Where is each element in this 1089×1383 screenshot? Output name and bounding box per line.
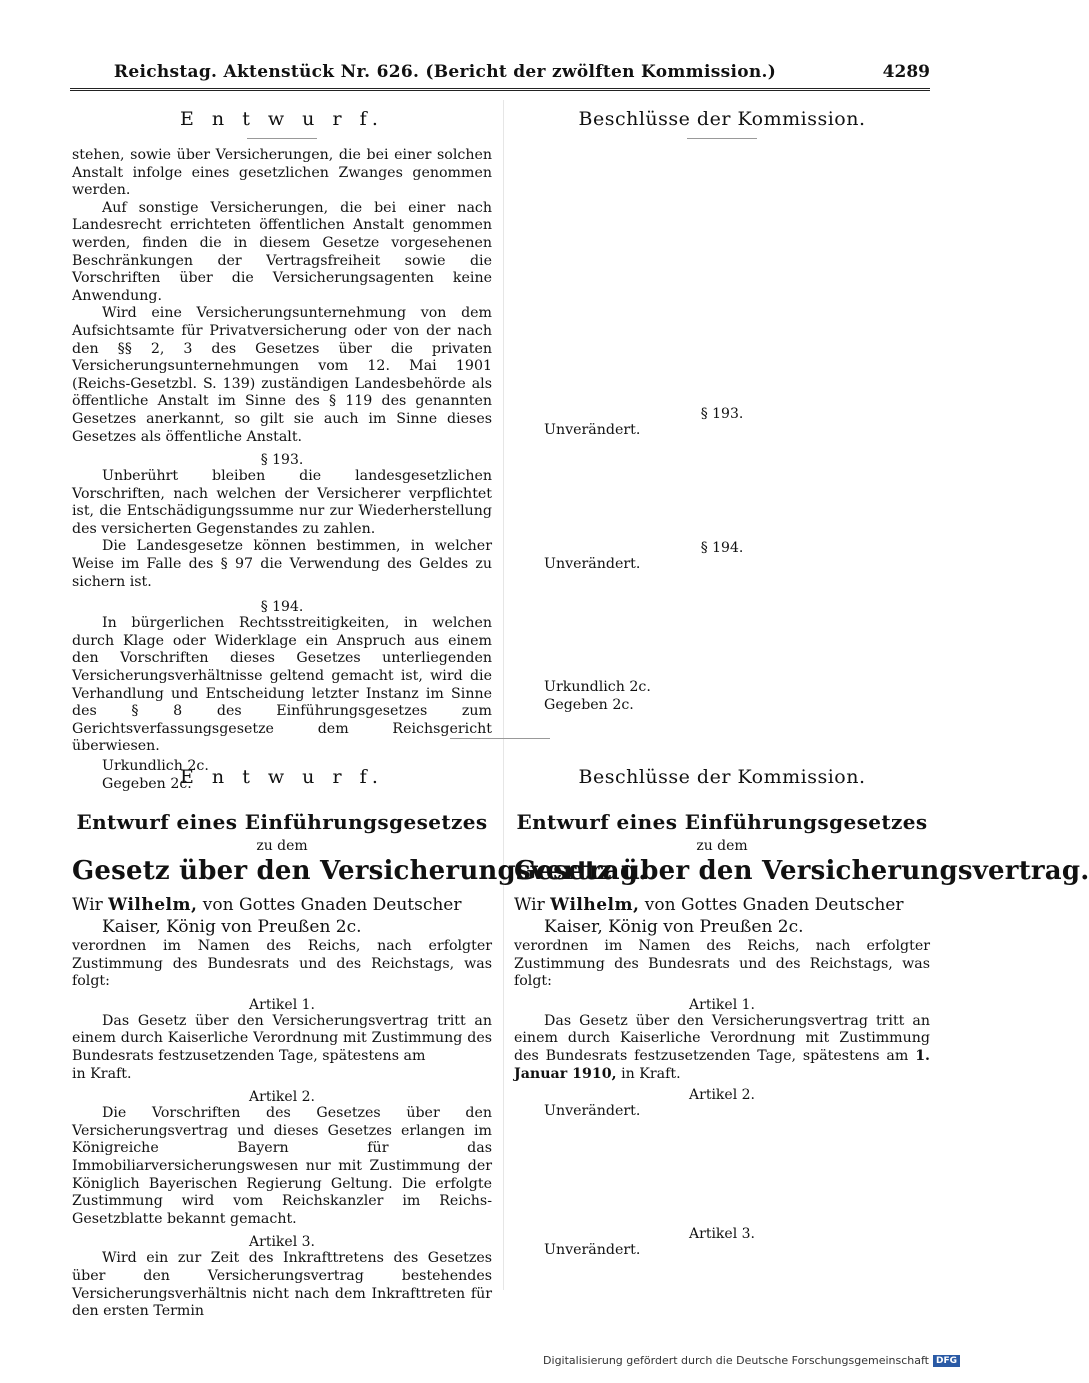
- unchanged-text: Unverändert.: [544, 1242, 641, 1258]
- page-number: 4289: [882, 62, 930, 82]
- beschluesse-title: Beschlüsse der Kommission.: [578, 108, 866, 130]
- wir-line: Wir Wilhelm, von Gottes Gnaden Deutscher: [72, 895, 462, 915]
- zu-dem: zu dem: [696, 838, 748, 854]
- paragraph: Auf sonstige Versicherungen, die bei einer nach Landesrecht errichteten öffentlichen Anstalt genommen werden, finden die in diesem Gesetze vorgesehenen Beschränkungen der Vertragsfreiheit sowie die Vorschriften über die Versicherungsagenten keine Anwendung.: [72, 199, 492, 304]
- verordnen-text: verordnen im Namen des Reichs, nach erfolgter Zustimmung des Bundesrats und des Reichstags, was folgt:: [72, 938, 492, 990]
- wir-line: Wir Wilhelm, von Gottes Gnaden Deutscher: [514, 895, 904, 915]
- right-closing: [514, 679, 930, 714]
- entwurf-title: E n t w u r f.: [180, 766, 384, 788]
- artikel-1-label: Artikel 1.: [249, 996, 315, 1013]
- entwurf-title: E n t w u r f.: [180, 108, 384, 130]
- footer-credit: [543, 1354, 960, 1367]
- zu-dem: zu dem: [256, 838, 308, 854]
- closing-urkundlich: Urkundlich 2c.: [544, 679, 651, 695]
- artikel-3-text: Wird ein zur Zeit des Inkrafttretens des Gesetzes über den Versicherungsvertrag bestehendes Versicherungsverhältnis nicht nach dem Inkrafttreten für den ersten Termin: [72, 1250, 492, 1320]
- section-divider: [450, 738, 550, 739]
- artikel-2-text: Die Vorschriften des Gesetzes über den Versicherungsvertrag und dieses Gesetzes erlangen im Königreiche Bayern für das Immobiliarversicherungswesen nur mit Zustimmung der Königlich Bayerischen Regierung Geltung. Die erfolgte Zustimmung wird vom Reichskanzler im Reichs-Gesetzblatte bekannt gemacht.: [72, 1105, 492, 1227]
- dfg-logo: DFG: [933, 1355, 960, 1367]
- artikel-1-text: Das Gesetz über den Versicherungsvertrag tritt an einem durch Kaiserliche Verordnung mit Zustimmung des Bundesrats festzusetzenden Tage, spätestens am 1. Januar 1910, in Kraft.: [514, 1012, 930, 1082]
- unchanged-text: Unverändert.: [544, 1103, 641, 1120]
- artikel-1-label: Artikel 1.: [689, 996, 755, 1013]
- closing-gegeben: Gegeben 2c.: [102, 775, 192, 792]
- closing-urkundlich: Urkundlich 2c.: [102, 758, 209, 774]
- law-title: Gesetz über den Versicherungsvertrag.: [514, 856, 1089, 886]
- law-heading: Entwurf eines Einführungsgesetzes: [76, 810, 488, 834]
- law-title: Gesetz über den Versicherungsvertrag.: [72, 856, 648, 886]
- header-rule: [70, 88, 930, 91]
- header-title: Reichstag. Aktenstück Nr. 626. (Bericht der zwölften Kommission.): [113, 62, 777, 82]
- unchanged-text: Unverändert.: [544, 422, 641, 438]
- section-194-label: § 194.: [700, 540, 744, 556]
- paragraph: stehen, sowie über Versicherungen, die bei einer solchen Anstalt infolge eines gesetzlichen Zwanges genommen werden.: [72, 147, 492, 199]
- artikel-3-label: Artikel 3.: [249, 1234, 315, 1251]
- kaiser-line: Kaiser, König von Preußen 2c.: [102, 917, 362, 937]
- top-right-column: [514, 108, 930, 143]
- footer-text: Digitalisierung gefördert durch die Deutsche Forschungsgemeinschaft: [543, 1354, 929, 1367]
- top-left-column: [72, 108, 492, 793]
- closing-gegeben: Gegeben 2c.: [544, 696, 634, 713]
- section-193-label: § 193.: [260, 452, 304, 469]
- law-heading: Entwurf eines Einführungsgesetzes: [516, 810, 928, 834]
- artikel-2-label: Artikel 2.: [689, 1087, 755, 1104]
- paragraph: Die Landesgesetze können bestimmen, in welcher Weise im Falle des § 97 die Verwendung des Geldes zu sichern ist.: [72, 538, 492, 590]
- page-header: [70, 62, 930, 84]
- right-193: [514, 402, 930, 440]
- beschluesse-title: Beschlüsse der Kommission.: [578, 766, 866, 788]
- title-rule: [247, 138, 317, 139]
- bottom-right-column: [514, 766, 1089, 1121]
- paragraph: Wird eine Versicherungsunternehmung von dem Aufsichtsamte für Privatversicherung oder von der nach den §§ 2, 3 des Gesetzes über die privaten Versicherungsunternehmungen vom 12. Mai 1901 (Reichs-Gesetzbl. S. 139) zuständigen Landesbehörde als öffentliche Anstalt im Sinne des § 119 des genannten Gesetzes anerkannt, so gilt sie auch im Sinne dieses Gesetzes als öffentliche Anstalt.: [72, 305, 492, 445]
- paragraph: In bürgerlichen Rechtsstreitigkeiten, in welchen durch Klage oder Widerklage ein Anspruch aus einem den Vorschriften dieses Gesetzes unterliegenden Versicherungsverhältnisse geltend gemacht ist, wird die Verhandlung und Entscheidung letzter Instanz im Sinne des § 8 des Einführungsgesetzes zum Gerichtsverfassungsgesetze dem Reichsgericht überwiesen.: [72, 615, 492, 755]
- artikel-3-label: Artikel 3.: [689, 1226, 755, 1242]
- title-rule: [687, 138, 757, 139]
- section-193-label: § 193.: [700, 406, 744, 422]
- artikel-1-tail: in Kraft.: [72, 1065, 132, 1082]
- column-divider: [503, 100, 504, 1290]
- verordnen-text: verordnen im Namen des Reichs, nach erfolgter Zustimmung des Bundesrats und des Reichstags, was folgt:: [514, 938, 930, 990]
- artikel-1-text: Das Gesetz über den Versicherungsvertrag tritt an einem durch Kaiserliche Verordnung mit Zustimmung des Bundesrats festzusetzenden Tage, spätestens am: [72, 1012, 492, 1064]
- unchanged-text: Unverändert.: [544, 556, 641, 572]
- right-194: [514, 536, 930, 574]
- artikel-2-label: Artikel 2.: [249, 1089, 315, 1106]
- kaiser-line: Kaiser, König von Preußen 2c.: [544, 917, 804, 937]
- section-194-label: § 194.: [260, 599, 304, 616]
- right-artikel-3: [514, 1222, 930, 1260]
- paragraph: Unberührt bleiben die landesgesetzlichen Vorschriften, nach welchen der Versicherer verpflichtet ist, die Entschädigungssumme nur zur Wiederherstellung des versicherten Gegenstandes zu zahlen.: [72, 468, 492, 537]
